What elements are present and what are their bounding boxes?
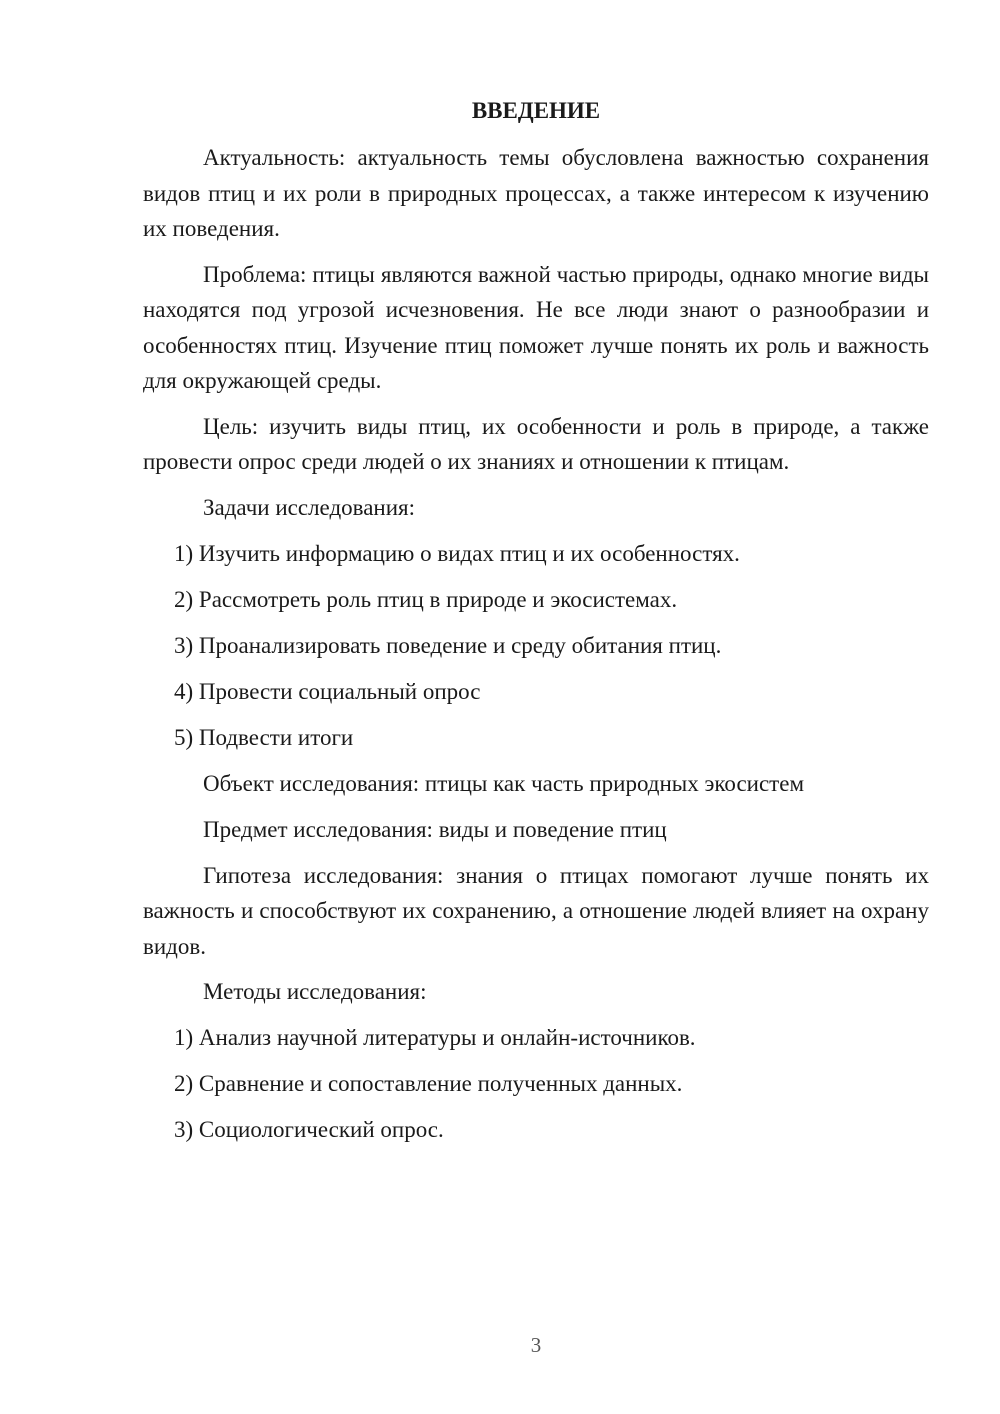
page-number: 3 — [530, 1333, 542, 1357]
page-content — [143, 96, 929, 1158]
research-subject: Предмет исследования: виды и поведение птиц — [203, 816, 667, 842]
problem-paragraph: Проблема: птицы являются важной частью природы, однако многие виды находятся под угрозой исчезновения. Не все люди знают о разнообразии и особенностях птиц. Изучение птиц поможет лучше понять их роль и важность для окружающей среды. — [143, 261, 929, 393]
task-item: 5) Подвести итоги — [174, 724, 354, 750]
task-item: 3) Проанализировать поведение и среду обитания птиц. — [174, 632, 722, 658]
task-item: 2) Рассмотреть роль птиц в природе и экосистемах. — [174, 586, 678, 612]
method-item: 1) Анализ научной литературы и онлайн-источников. — [174, 1025, 696, 1050]
tasks-heading: Задачи исследования: — [203, 494, 416, 520]
research-object: Объект исследования: птицы как часть природных экосистем — [203, 770, 804, 796]
relevance-paragraph: Актуальность: актуальность темы обусловлена важностью сохранения видов птиц и их роли в природных процессах, а также интересом к изучению их поведения. — [143, 145, 929, 241]
hypothesis-paragraph: Гипотеза исследования: знания о птицах помогают лучше понять их важность и способствуют их сохранению, а отношение людей влияет на охрану видов. — [143, 862, 929, 959]
method-item: 3) Социологический опрос. — [174, 1117, 444, 1142]
task-item: 1) Изучить информацию о видах птиц и их особенностях. — [174, 540, 740, 566]
task-item: 4) Провести социальный опрос — [174, 678, 481, 704]
goal-paragraph: Цель: изучить виды птиц, их особенности и роль в природе, а также провести опрос среди людей о их знаниях и отношении к птицам. — [143, 413, 929, 474]
page-title: ВВЕДЕНИЕ — [471, 98, 601, 123]
methods-heading: Методы исследования: — [203, 979, 427, 1004]
method-item: 2) Сравнение и сопоставление полученных данных. — [174, 1071, 683, 1096]
